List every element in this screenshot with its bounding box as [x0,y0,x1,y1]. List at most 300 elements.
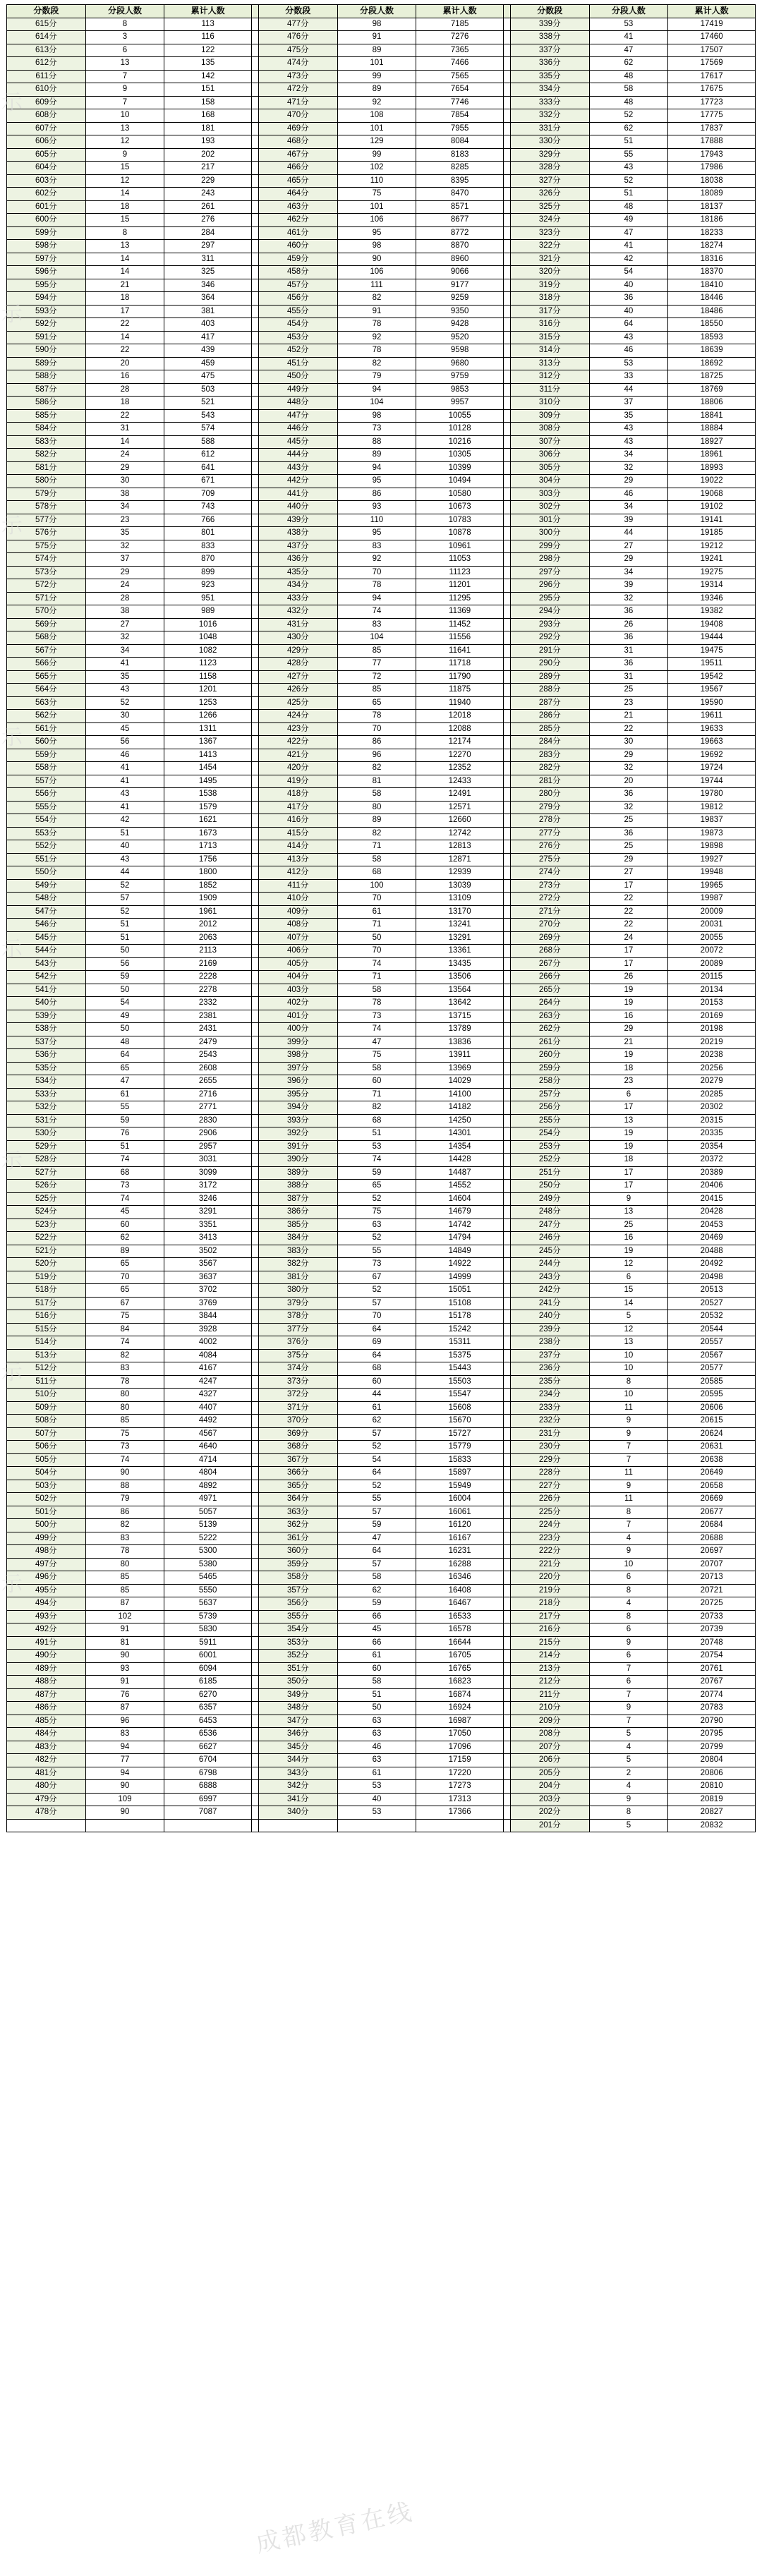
column-gap [251,1140,258,1154]
table-row [7,1558,756,1571]
cell-cumulative-count: 17675 [668,83,756,97]
column-gap [503,879,510,893]
cell-cumulative-count: 951 [164,592,252,605]
cell-score-segment: 390分 [258,1154,337,1167]
cell-cumulative-count: 10878 [416,527,504,540]
table-row [7,1741,756,1754]
cell-segment-count: 7 [589,1688,668,1702]
cell-score-segment: 244分 [510,1258,589,1271]
cell-cumulative-count: 14250 [416,1114,504,1127]
cell-score-segment: 582分 [7,449,86,462]
cell-cumulative-count: 15108 [416,1297,504,1310]
cell-segment-count: 75 [337,188,416,201]
column-gap [503,1741,510,1754]
cell-segment-count: 31 [589,644,668,658]
column-gap [251,397,258,410]
cell-score-segment: 471分 [258,96,337,109]
cell-score-segment: 218分 [510,1597,589,1611]
column-gap [251,1297,258,1310]
cell-cumulative-count: 11053 [416,553,504,567]
cell-score-segment: 406分 [258,945,337,958]
cell-cumulative-count: 3099 [164,1166,252,1180]
cell-cumulative-count: 989 [164,605,252,619]
header-count-2: 分段人数 [337,5,416,18]
cell-score-segment: 255分 [510,1114,589,1127]
cell-cumulative-count: 4247 [164,1375,252,1389]
cell-score-segment: 335分 [510,70,589,83]
table-row [7,919,756,932]
cell-score-segment: 361分 [258,1532,337,1545]
cell-score-segment: 307分 [510,435,589,449]
cell-score-segment: 350分 [258,1676,337,1689]
cell-score-segment: 380分 [258,1284,337,1298]
column-gap [251,605,258,619]
cell-score-segment: 564分 [7,684,86,697]
cell-segment-count: 50 [337,931,416,945]
cell-segment-count: 70 [337,566,416,579]
cell-segment-count: 5 [589,1819,668,1832]
cell-score-segment: 561分 [7,722,86,736]
cell-score-segment: 277分 [510,827,589,840]
cell-cumulative-count: 12018 [416,710,504,723]
table-row [7,1310,756,1324]
cell-segment-count: 111 [337,279,416,292]
table-row [7,449,756,462]
cell-score-segment: 229分 [510,1453,589,1467]
cell-score-segment: 586分 [7,397,86,410]
table-row [7,475,756,488]
cell-cumulative-count: 15949 [416,1480,504,1493]
cell-segment-count: 22 [589,905,668,919]
cell-segment-count: 129 [337,135,416,149]
cell-score-segment: 388分 [258,1180,337,1193]
column-gap [503,1584,510,1597]
cell-score-segment: 462分 [258,214,337,227]
cell-cumulative-count: 229 [164,174,252,188]
cell-segment-count: 101 [337,122,416,135]
cell-score-segment: 427分 [258,670,337,684]
table-row [7,853,756,866]
cell-score-segment: 500分 [7,1519,86,1532]
cell-segment-count: 57 [337,1558,416,1571]
column-gap [251,1819,258,1832]
cell-cumulative-count: 243 [164,188,252,201]
cell-segment-count: 9 [589,1427,668,1441]
cell-score-segment: 332分 [510,109,589,123]
cell-score-segment: 362分 [258,1519,337,1532]
column-gap [251,501,258,514]
cell-cumulative-count: 4640 [164,1441,252,1454]
cell-cumulative-count: 16004 [416,1493,504,1506]
column-gap [251,553,258,567]
column-gap [503,1571,510,1585]
cell-score-segment: 271分 [510,905,589,919]
cell-cumulative-count: 1621 [164,814,252,828]
cell-score-segment: 256分 [510,1101,589,1115]
cell-score-segment: 363分 [258,1506,337,1519]
cell-score-segment: 528分 [7,1154,86,1167]
cell-score-segment: 270分 [510,919,589,932]
cell-score-segment: 313分 [510,357,589,370]
cell-score-segment: 599分 [7,226,86,240]
cell-segment-count: 43 [589,162,668,175]
cell-segment-count: 60 [337,1375,416,1389]
cell-score-segment: 331分 [510,122,589,135]
cell-segment-count: 12 [589,1258,668,1271]
cell-cumulative-count: 3031 [164,1154,252,1167]
cell-score-segment: 240分 [510,1310,589,1324]
cell-cumulative-count: 743 [164,501,252,514]
cell-segment-count: 35 [85,670,164,684]
cell-segment-count: 43 [589,435,668,449]
cell-cumulative-count: 18961 [668,449,756,462]
cell-score-segment: 433分 [258,592,337,605]
cell-cumulative-count: 19346 [668,592,756,605]
table-row [7,905,756,919]
table-row [7,83,756,97]
column-gap [503,1676,510,1689]
cell-segment-count: 102 [337,162,416,175]
table-row [7,1036,756,1049]
cell-score-segment: 614分 [7,31,86,44]
table-row [7,1258,756,1271]
cell-segment-count: 70 [337,893,416,906]
cell-cumulative-count: 20677 [668,1506,756,1519]
table-row [7,1715,756,1728]
cell-cumulative-count: 1048 [164,631,252,645]
cell-segment-count: 47 [85,1075,164,1089]
cell-segment-count: 58 [337,788,416,802]
cell-score-segment: 360分 [258,1545,337,1559]
table-row [7,749,756,762]
cell-segment-count: 68 [337,1114,416,1127]
table-row [7,945,756,958]
cell-cumulative-count: 20238 [668,1049,756,1063]
table-row [7,579,756,593]
cell-score-segment: 348分 [258,1702,337,1715]
column-gap [503,801,510,814]
cell-score-segment: 393分 [258,1114,337,1127]
cell-segment-count: 77 [85,1754,164,1767]
cell-cumulative-count: 18593 [668,331,756,344]
cell-score-segment: 441分 [258,488,337,501]
column-gap [251,1284,258,1298]
cell-score-segment: 234分 [510,1389,589,1402]
cell-cumulative-count: 4892 [164,1480,252,1493]
cell-cumulative-count: 11123 [416,566,504,579]
table-row [7,266,756,279]
cell-score-segment: 504分 [7,1467,86,1480]
cell-score-segment: 404分 [258,971,337,984]
table-row [7,631,756,645]
table-row [7,1336,756,1350]
cell-cumulative-count: 135 [164,57,252,71]
column-gap [503,1336,510,1350]
cell-segment-count: 78 [85,1545,164,1559]
cell-segment-count: 46 [589,488,668,501]
cell-cumulative-count: 403 [164,318,252,332]
cell-segment-count: 43 [589,331,668,344]
cell-cumulative-count: 7365 [416,44,504,57]
cell-cumulative-count: 20649 [668,1467,756,1480]
cell-segment-count: 15 [85,162,164,175]
cell-cumulative-count: 9957 [416,397,504,410]
cell-score-segment: 534分 [7,1075,86,1089]
table-row [7,344,756,358]
cell-cumulative-count: 11641 [416,644,504,658]
table-row [7,226,756,240]
cell-segment-count: 73 [85,1180,164,1193]
cell-score-segment: 515分 [7,1323,86,1336]
cell-segment-count: 65 [337,1180,416,1193]
watermark-mark: 示 [1,938,24,961]
column-gap [503,762,510,775]
cell-segment-count: 40 [337,1793,416,1806]
cell-score-segment: 212分 [510,1676,589,1689]
cell-segment-count: 24 [85,449,164,462]
cell-score-segment: 221分 [510,1558,589,1571]
cell-segment-count: 36 [589,658,668,671]
column-gap [503,174,510,188]
cell-segment-count: 64 [337,1349,416,1362]
column-gap [503,122,510,135]
cell-cumulative-count: 15608 [416,1401,504,1415]
table-row [7,109,756,123]
cell-cumulative-count: 19185 [668,527,756,540]
cell-segment-count: 82 [337,357,416,370]
cell-cumulative-count: 6094 [164,1662,252,1676]
column-gap [503,1702,510,1715]
column-gap [251,827,258,840]
cell-score-segment: 431分 [258,618,337,631]
cell-segment-count: 94 [337,383,416,397]
cell-segment-count: 93 [85,1662,164,1676]
cell-segment-count: 38 [85,605,164,619]
cell-cumulative-count: 13241 [416,919,504,932]
cell-segment-count: 41 [85,658,164,671]
watermark-mark: 示 [1,1361,24,1384]
cell-score-segment: 268分 [510,945,589,958]
cell-cumulative-count: 14679 [416,1206,504,1219]
cell-segment-count: 102 [85,1610,164,1623]
cell-segment-count: 51 [337,1127,416,1141]
column-gap [251,736,258,749]
cell-segment-count: 96 [337,749,416,762]
cell-score-segment: 452分 [258,344,337,358]
cell-segment-count: 57 [337,1506,416,1519]
cell-cumulative-count: 574 [164,423,252,436]
column-gap [503,344,510,358]
cell-score-segment: 327分 [510,174,589,188]
cell-segment-count: 29 [85,461,164,475]
cell-cumulative-count: 10580 [416,488,504,501]
column-gap [503,931,510,945]
cell-segment-count: 52 [85,905,164,919]
cell-cumulative-count: 11452 [416,618,504,631]
cell-segment-count: 45 [85,1206,164,1219]
cell-cumulative-count: 5550 [164,1584,252,1597]
cell-score-segment: 517分 [7,1297,86,1310]
cell-segment-count: 49 [589,214,668,227]
cell-cumulative-count: 4971 [164,1493,252,1506]
cell-segment-count: 6 [589,1088,668,1101]
cell-segment-count: 82 [85,1519,164,1532]
cell-cumulative-count: 20748 [668,1636,756,1650]
table-row [7,866,756,880]
cell-segment-count: 46 [589,344,668,358]
cell-score-segment: 584分 [7,423,86,436]
cell-segment-count: 33 [589,370,668,384]
cell-cumulative-count: 3502 [164,1245,252,1258]
cell-segment-count: 7 [589,1519,668,1532]
column-gap [503,893,510,906]
cell-segment-count: 90 [337,253,416,266]
column-gap [251,1519,258,1532]
cell-cumulative-count: 19590 [668,696,756,710]
cell-cumulative-count: 870 [164,553,252,567]
cell-cumulative-count: 17096 [416,1741,504,1754]
column-gap [503,853,510,866]
cell-score-segment: 594分 [7,292,86,306]
cell-segment-count: 29 [85,566,164,579]
column-gap [251,1650,258,1663]
column-gap [251,801,258,814]
cell-cumulative-count: 9680 [416,357,504,370]
column-gap [251,1206,258,1219]
cell-cumulative-count: 311 [164,253,252,266]
cell-score-segment: 485分 [7,1715,86,1728]
cell-score-segment: 412分 [258,866,337,880]
cell-segment-count: 94 [85,1741,164,1754]
cell-segment-count: 14 [85,435,164,449]
cell-segment-count: 96 [85,1715,164,1728]
cell-segment-count: 4 [589,1597,668,1611]
cell-empty [416,1819,504,1832]
column-gap [503,188,510,201]
cell-score-segment: 460分 [258,240,337,253]
cell-score-segment: 384分 [258,1232,337,1245]
table-row [7,971,756,984]
cell-segment-count: 89 [337,814,416,828]
column-gap [503,814,510,828]
cell-cumulative-count: 15503 [416,1375,504,1389]
cell-cumulative-count: 18274 [668,240,756,253]
cell-segment-count: 29 [589,1023,668,1036]
cell-score-segment: 333分 [510,96,589,109]
column-gap [503,488,510,501]
cell-cumulative-count: 12174 [416,736,504,749]
cell-segment-count: 65 [337,696,416,710]
column-gap [251,631,258,645]
column-gap [251,1271,258,1284]
cell-cumulative-count: 13969 [416,1062,504,1075]
table-row [7,1114,756,1127]
cell-score-segment: 373分 [258,1375,337,1389]
column-gap [503,461,510,475]
cell-cumulative-count: 1454 [164,762,252,775]
cell-cumulative-count: 15242 [416,1323,504,1336]
cell-cumulative-count: 16705 [416,1650,504,1663]
cell-score-segment: 358分 [258,1571,337,1585]
table-row [7,1192,756,1206]
cell-cumulative-count: 19542 [668,670,756,684]
cell-segment-count: 83 [337,618,416,631]
cell-segment-count: 7 [589,1662,668,1676]
cell-score-segment: 544分 [7,945,86,958]
column-gap [503,279,510,292]
cell-segment-count: 34 [85,644,164,658]
cell-score-segment: 306分 [510,449,589,462]
cell-cumulative-count: 459 [164,357,252,370]
cell-cumulative-count: 13564 [416,984,504,997]
cell-cumulative-count: 14552 [416,1180,504,1193]
table-row [7,44,756,57]
table-row [7,200,756,214]
cell-segment-count: 40 [589,305,668,318]
cell-cumulative-count: 19780 [668,788,756,802]
cell-segment-count: 76 [85,1127,164,1141]
cell-segment-count: 52 [85,696,164,710]
cell-score-segment: 487分 [7,1688,86,1702]
cell-cumulative-count: 2431 [164,1023,252,1036]
cell-score-segment: 605分 [7,148,86,162]
cell-segment-count: 98 [337,240,416,253]
cell-score-segment: 395分 [258,1088,337,1101]
column-gap [251,1127,258,1141]
cell-cumulative-count: 3351 [164,1219,252,1232]
cell-score-segment: 457分 [258,279,337,292]
cell-cumulative-count: 14742 [416,1219,504,1232]
cell-cumulative-count: 7466 [416,57,504,71]
cell-cumulative-count: 15670 [416,1415,504,1428]
table-header [7,5,756,18]
cell-score-segment: 565分 [7,670,86,684]
cell-score-segment: 375分 [258,1349,337,1362]
cell-segment-count: 7 [589,1715,668,1728]
cell-segment-count: 59 [85,1114,164,1127]
header-cumulative-1: 累计人数 [164,5,252,18]
column-gap [251,1349,258,1362]
cell-score-segment: 549分 [7,879,86,893]
cell-cumulative-count: 612 [164,449,252,462]
cell-segment-count: 63 [337,1754,416,1767]
cell-segment-count: 79 [85,1493,164,1506]
cell-score-segment: 211分 [510,1688,589,1702]
table-row [7,1610,756,1623]
column-gap [251,1453,258,1467]
cell-cumulative-count: 18550 [668,318,756,332]
cell-segment-count: 21 [589,710,668,723]
cell-cumulative-count: 12939 [416,866,504,880]
column-gap [503,266,510,279]
cell-cumulative-count: 20072 [668,945,756,958]
cell-segment-count: 22 [589,893,668,906]
column-gap [251,592,258,605]
cell-segment-count: 62 [337,1584,416,1597]
cell-cumulative-count: 2655 [164,1075,252,1089]
cell-segment-count: 9 [589,1636,668,1650]
table-row [7,1545,756,1559]
column-gap [251,814,258,828]
cell-segment-count: 110 [337,174,416,188]
column-gap [503,971,510,984]
cell-score-segment: 247分 [510,1219,589,1232]
cell-segment-count: 18 [85,292,164,306]
cell-cumulative-count: 15897 [416,1467,504,1480]
cell-score-segment: 583分 [7,435,86,449]
cell-segment-count: 53 [337,1806,416,1820]
cell-cumulative-count: 20557 [668,1336,756,1350]
